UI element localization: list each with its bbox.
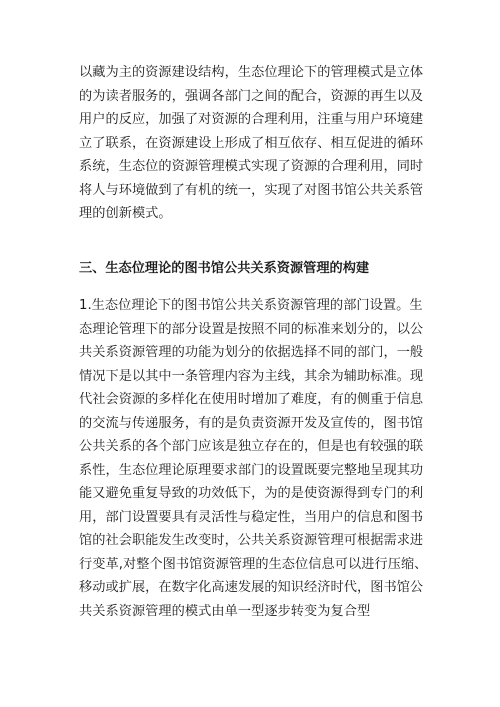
text-line: 1.生态位理论下的图书馆公共关系资源管理的部门设置。生 — [79, 298, 423, 313]
text-line: 代社会资源的多样化在使用时增加了难度，有的侧重于信息 — [79, 392, 424, 407]
text-line: 的为读者服务的，强调各部门之间的配合，资源的再生以及 — [79, 88, 424, 104]
text-line: 共关系资源管理的功能为划分的依据选择不同的部门，一般 — [79, 345, 424, 360]
section-heading: 三、生态位理论的图书馆公共关系资源管理的构建 — [79, 261, 370, 276]
text-line: 移动或扩展，在数字化高速发展的知识经济时代，图书馆公 — [79, 580, 424, 595]
text-line: 理的创新模式。 — [79, 206, 172, 221]
text-line: 公共关系的各个部门应该是独立存在的，但是也有较强的联 — [79, 439, 424, 454]
text-line: 将人与环境做到了有机的统一，实现了对图书馆公共关系管 — [79, 182, 424, 198]
text-line: 情况下是以其中一条管理内容为主线，其余为辅助标准。现 — [79, 368, 424, 384]
text-line: 馆的社会职能发生改变时，公共关系资源管理可根据需求进 — [79, 533, 424, 548]
text-line: 系性，生态位理论原理要求部门的设置既要完整地呈现其功 — [79, 462, 424, 478]
text-line: 能又避免重复导致的功效低下，为的是使资源得到专门的利 — [79, 486, 424, 501]
text-line: 用，部门设置要具有灵活性与稳定性，当用户的信息和图书 — [79, 509, 424, 525]
text-line: 系统，生态位的资源管理模式实现了资源的合理利用，同时 — [79, 159, 424, 174]
paragraph-department-setup — [79, 294, 429, 623]
text-line: 立了联系，在资源建设上形成了相互依存、相互促进的循环 — [79, 135, 424, 151]
text-line: 用户的反应，加强了对资源的合理利用，注重与用户环境建 — [79, 112, 424, 127]
text-line: 的交流与传递服务，有的是负责资源开发及宣传的，图书馆 — [79, 415, 424, 431]
text-line: 态理论管理下的部分设置是按照不同的标准来划分的，以公 — [79, 321, 424, 337]
paragraph-ecological-management-mode — [79, 61, 429, 226]
text-line: 共关系资源管理的模式由单一型逐步转变为复合型 — [79, 603, 371, 619]
text-line: 以藏为主的资源建设结构，生态位理论下的管理模式是立体 — [79, 65, 424, 80]
text-line: 行变革,对整个图书馆资源管理的生态位信息可以进行压缩、 — [79, 556, 428, 572]
